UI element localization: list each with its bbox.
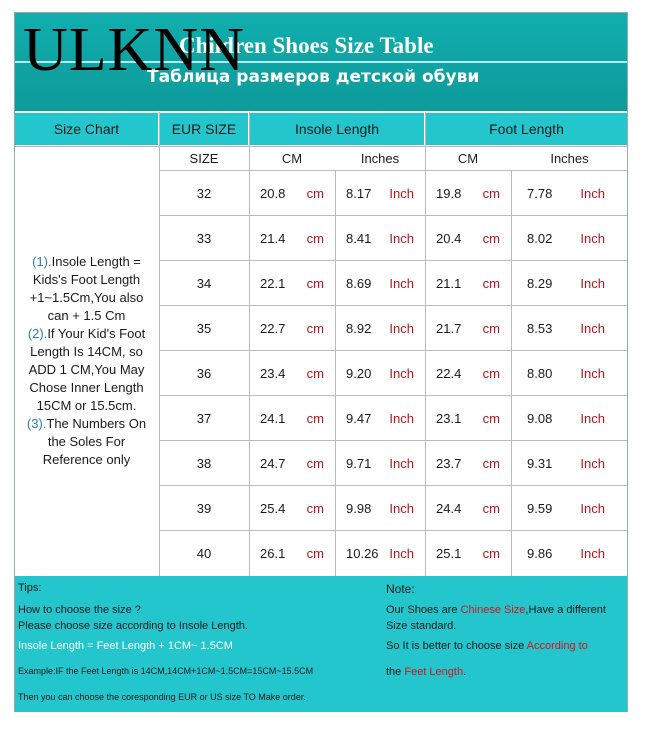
note-line-1 (386, 604, 606, 616)
title-english: Children Shoes Size Table (179, 33, 434, 58)
foot-cm-value: 21.7 (436, 320, 462, 336)
table-cell (426, 351, 510, 395)
table-row (160, 441, 627, 485)
note-line (17, 361, 157, 379)
horizontal-grid-line (160, 170, 627, 171)
table-cell (512, 261, 627, 305)
table-row (160, 531, 627, 575)
size-advice-note (15, 147, 158, 575)
table-cell (250, 486, 334, 530)
size-cell: 33 (196, 230, 212, 246)
foot-cm-unit: cm (482, 545, 500, 561)
note-text: 15CM or 15.5cm. (36, 398, 137, 413)
insole-cm-unit: cm (306, 275, 324, 291)
vertical-grid-line (425, 112, 426, 576)
foot-inch-unit: Inch (580, 365, 605, 381)
tips-formula: Insole Length = Feet Length + 1CM~ 1.5CM (18, 640, 233, 652)
foot-inch-unit: Inch (580, 455, 605, 471)
table-cell (426, 261, 510, 305)
brand-logo: ULKNN (23, 16, 245, 84)
insole-inch-unit: Inch (389, 230, 414, 246)
tips-please-choose: Please choose size according to Insole Length. (18, 620, 248, 632)
note-label: Note: (386, 582, 415, 596)
table-cell (336, 351, 424, 395)
insole-cm-value: 21.4 (260, 230, 286, 246)
horizontal-grid-line (15, 146, 627, 147)
insole-inch-value: 8.92 (346, 320, 372, 336)
note-line (17, 451, 157, 469)
table-cell (512, 441, 627, 485)
foot-cm-unit: cm (482, 455, 500, 471)
insole-cm-value: 22.1 (260, 275, 286, 291)
note-line (17, 289, 157, 307)
horizontal-grid-line (160, 440, 627, 441)
note-line (17, 379, 157, 397)
table-row (160, 171, 627, 215)
note-according-to: According to (526, 640, 588, 652)
size-cell: 40 (196, 545, 212, 561)
insole-inch-unit: Inch (389, 365, 414, 381)
note-line-4-c: . (463, 666, 467, 678)
foot-cm-unit: cm (482, 410, 500, 426)
insole-cm-value: 20.8 (260, 185, 286, 201)
table-row (160, 261, 627, 305)
foot-inch-value: 9.08 (527, 410, 553, 426)
note-text: can + 1.5 Cm (47, 308, 126, 323)
foot-inch-unit: Inch (580, 320, 605, 336)
insole-inch-value: 9.98 (346, 500, 372, 516)
foot-inch-unit: Inch (580, 275, 605, 291)
note-text: Length Is 14CM, so (30, 344, 143, 359)
note-line-3-a: So It is better to choose size (386, 640, 527, 652)
note-feet-length: Feet Length (404, 666, 464, 678)
table-cell (160, 351, 248, 395)
insole-cm-unit: cm (306, 410, 324, 426)
size-cell: 34 (196, 275, 212, 291)
table-cell (336, 171, 424, 215)
insole-inch-unit: Inch (389, 455, 414, 471)
note-text: Kids's Foot Length (32, 272, 141, 287)
table-cell (160, 441, 248, 485)
foot-cm-value: 23.7 (436, 455, 462, 471)
header-foot-length: Foot Length (426, 113, 627, 145)
vertical-grid-line (159, 112, 160, 576)
insole-inch-unit: Inch (389, 410, 414, 426)
note-line-1-c: ,Have a different (525, 604, 606, 616)
insole-inch-unit: Inch (389, 320, 414, 336)
insole-inch-value: 10.26 (346, 545, 379, 561)
foot-inch-value: 8.80 (527, 365, 553, 381)
note-line (17, 253, 157, 271)
foot-cm-unit: cm (482, 185, 500, 201)
table-cell (426, 171, 510, 215)
size-cell: 36 (196, 365, 212, 381)
foot-inch-value: 8.53 (527, 320, 553, 336)
table-cell (336, 306, 424, 350)
foot-inch-unit: Inch (580, 185, 605, 201)
table-cell (250, 441, 334, 485)
foot-inch-unit: Inch (580, 410, 605, 426)
tips-example: Example:IF the Feet Length is 14CM,14CM+1CM~1.5CM=15CM~15.5CM (18, 666, 314, 676)
table-cell (512, 396, 627, 440)
foot-cm-value: 20.4 (436, 230, 462, 246)
note-index: (1). (32, 254, 52, 269)
foot-cm-unit: cm (482, 275, 500, 291)
insole-inch-value: 8.17 (346, 185, 372, 201)
table-cell (160, 171, 248, 215)
tips-how-to-choose: How to choose the size ? (18, 604, 141, 616)
table-cell (512, 216, 627, 260)
foot-cm-unit: cm (482, 320, 500, 336)
table-cell (336, 486, 424, 530)
table-cell (250, 216, 334, 260)
table-row (160, 351, 627, 395)
foot-cm-value: 19.8 (436, 185, 462, 201)
note-index: (3). (26, 416, 47, 431)
note-index: (2). (27, 326, 48, 341)
horizontal-grid-line (160, 305, 627, 306)
insole-cm-value: 24.7 (260, 455, 286, 471)
note-line-2: Size standard. (386, 620, 457, 632)
note-text: Insole Length = (51, 254, 141, 269)
insole-cm-value: 24.1 (260, 410, 286, 426)
table-cell (426, 441, 510, 485)
foot-cm-value: 24.4 (436, 500, 462, 516)
horizontal-grid-line (160, 395, 627, 396)
header-eur-size: EUR SIZE (160, 113, 248, 145)
foot-inch-unit: Inch (580, 500, 605, 516)
table-cell (512, 351, 627, 395)
foot-cm-unit: cm (482, 365, 500, 381)
table-cell (250, 396, 334, 440)
note-text: ADD 1 CM,You May (28, 362, 145, 377)
insole-inch-unit: Inch (389, 500, 414, 516)
tips-then: Then you can choose the coresponding EUR or US size TO Make order. (18, 692, 306, 702)
note-line (17, 343, 157, 361)
title-banner (15, 13, 627, 111)
note-text: Chose Inner Length (29, 380, 144, 395)
tips-label: Tips: (18, 582, 42, 594)
header-size-chart: Size Chart (15, 113, 158, 145)
foot-inch-value: 9.59 (527, 500, 553, 516)
table-cell (160, 306, 248, 350)
table-cell (250, 171, 334, 215)
size-cell: 35 (196, 320, 212, 336)
table-cell (336, 441, 424, 485)
table-cell (160, 396, 248, 440)
subheader-insole-cm: CM (281, 150, 303, 166)
insole-inch-value: 9.47 (346, 410, 372, 426)
vertical-grid-line (511, 171, 512, 576)
insole-inch-value: 9.71 (346, 455, 372, 471)
note-text: +1~1.5Cm,You also (29, 290, 144, 305)
table-cell (426, 531, 510, 575)
title-russian: Таблица размеров детской обуви (147, 67, 480, 87)
table-cell (512, 531, 627, 575)
table-cell (336, 396, 424, 440)
note-line (17, 325, 157, 343)
table-cell (160, 216, 248, 260)
note-line-4 (386, 666, 466, 678)
table-cell (160, 486, 248, 530)
note-text: Reference only (42, 452, 131, 467)
note-text: the Soles For (47, 434, 126, 449)
size-cell: 38 (196, 455, 212, 471)
note-line (17, 397, 157, 415)
foot-cm-unit: cm (482, 230, 500, 246)
table-cell (250, 351, 334, 395)
tips-footer (15, 576, 627, 712)
size-advice-text (17, 253, 157, 469)
table-cell (160, 261, 248, 305)
horizontal-grid-line (160, 530, 627, 531)
table-cell (336, 261, 424, 305)
note-line (17, 415, 157, 433)
insole-inch-unit: Inch (389, 275, 414, 291)
foot-cm-value: 23.1 (436, 410, 462, 426)
foot-cm-unit: cm (482, 500, 500, 516)
insole-cm-value: 25.4 (260, 500, 286, 516)
table-row (160, 486, 627, 530)
table-cell (512, 306, 627, 350)
insole-cm-unit: cm (306, 545, 324, 561)
insole-cm-value: 22.7 (260, 320, 286, 336)
table-cell (160, 531, 248, 575)
table-cell (512, 171, 627, 215)
foot-inch-value: 9.31 (527, 455, 553, 471)
note-line (17, 307, 157, 325)
horizontal-grid-line (160, 260, 627, 261)
insole-inch-value: 8.41 (346, 230, 372, 246)
insole-cm-unit: cm (306, 320, 324, 336)
insole-cm-unit: cm (306, 185, 324, 201)
size-table (14, 12, 628, 712)
subheader-size: SIZE (189, 150, 219, 166)
foot-cm-value: 25.1 (436, 545, 462, 561)
insole-cm-unit: cm (306, 500, 324, 516)
insole-cm-value: 23.4 (260, 365, 286, 381)
foot-inch-value: 8.02 (527, 230, 553, 246)
table-cell (250, 306, 334, 350)
table-row (160, 216, 627, 260)
table-cell (426, 396, 510, 440)
insole-cm-unit: cm (306, 365, 324, 381)
insole-inch-value: 8.69 (346, 275, 372, 291)
foot-inch-value: 8.29 (527, 275, 553, 291)
insole-cm-unit: cm (306, 230, 324, 246)
table-cell (426, 486, 510, 530)
insole-cm-unit: cm (306, 455, 324, 471)
foot-cm-value: 21.1 (436, 275, 462, 291)
foot-inch-value: 7.78 (527, 185, 553, 201)
size-cell: 37 (196, 410, 212, 426)
note-line-3 (386, 640, 588, 652)
table-row (160, 396, 627, 440)
horizontal-grid-line (160, 215, 627, 216)
size-cell: 39 (196, 500, 212, 516)
vertical-grid-line (335, 171, 336, 576)
header-insole-length: Insole Length (250, 113, 424, 145)
table-cell (426, 216, 510, 260)
insole-inch-value: 9.20 (346, 365, 372, 381)
horizontal-grid-line (160, 350, 627, 351)
subheader-insole-inches: Inches (360, 150, 400, 166)
note-line-1-a: Our Shoes are (386, 604, 461, 616)
note-line (17, 271, 157, 289)
note-line (17, 433, 157, 451)
note-chinese-size: Chinese Size (460, 604, 526, 616)
insole-inch-unit: Inch (389, 185, 414, 201)
foot-inch-unit: Inch (580, 230, 605, 246)
table-cell (336, 216, 424, 260)
note-line-4-a: the (386, 666, 405, 678)
insole-inch-unit: Inch (389, 545, 414, 561)
foot-inch-value: 9.86 (527, 545, 553, 561)
subheader-foot-cm: CM (457, 150, 479, 166)
table-cell (250, 531, 334, 575)
table-cell (250, 261, 334, 305)
size-cell: 32 (196, 185, 212, 201)
vertical-grid-line (249, 112, 250, 576)
note-text: The Numbers On (46, 416, 147, 431)
foot-cm-value: 22.4 (436, 365, 462, 381)
table-cell (426, 306, 510, 350)
subheader-foot-inches: Inches (550, 150, 589, 166)
table-row (160, 306, 627, 350)
horizontal-grid-line (160, 485, 627, 486)
table-cell (512, 486, 627, 530)
table-cell (336, 531, 424, 575)
foot-inch-unit: Inch (580, 545, 605, 561)
insole-cm-value: 26.1 (260, 545, 286, 561)
note-text: If Your Kid's Foot (47, 326, 146, 341)
